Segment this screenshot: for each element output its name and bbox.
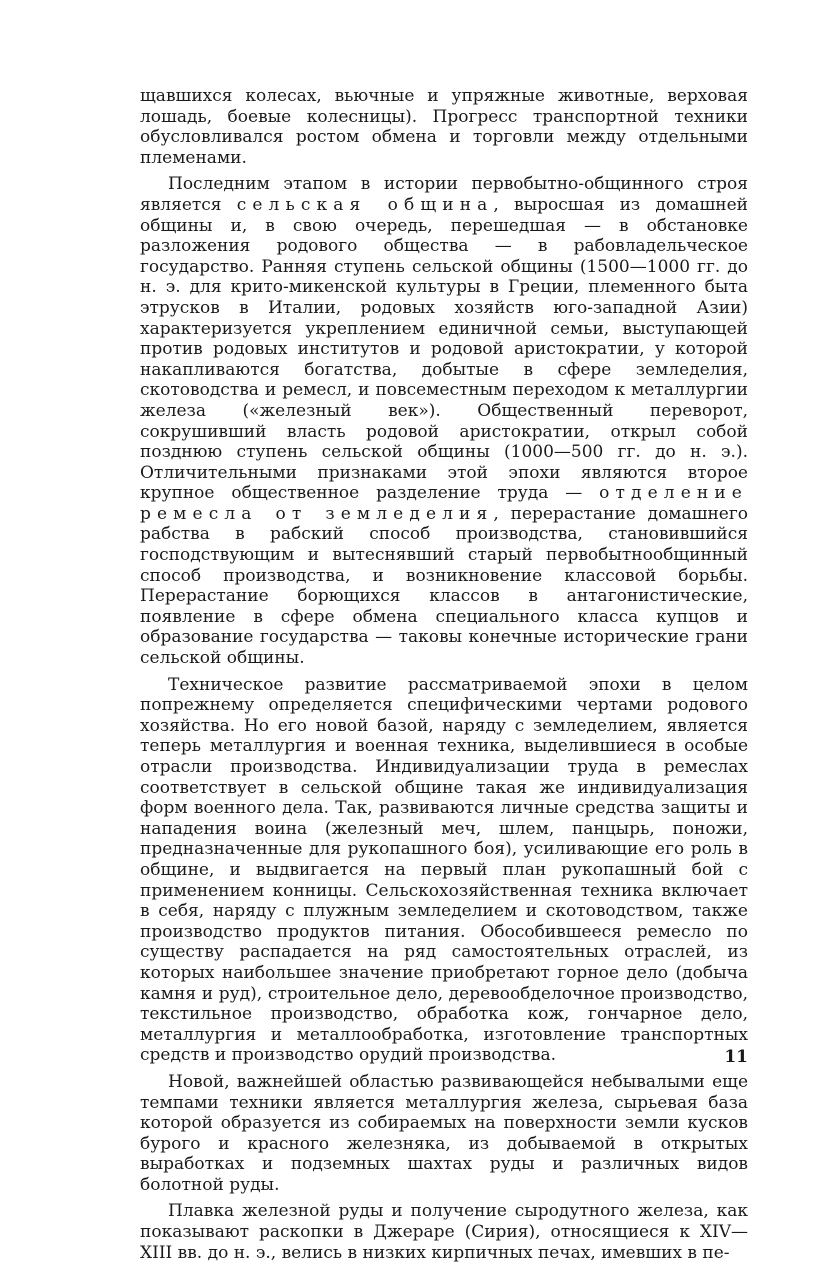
paragraph-text: , перерастание домашнего рабства в рабский способ производства, становившийся господствующим и вытеснявший старый первобытнообщинный способ производства, и возникновение классовой борьбы. Перерастание борющихся классов в антагонистические, появление в сфере обмена специального класса купцов и образование государства — таковы конечные исторические грани сельской общины.: [140, 503, 749, 669]
page-body: [140, 86, 748, 1269]
paragraph-text: Техническое развитие рассматриваемой эпохи в целом попрежнему определяется специфическими чертами родового хозяйства. Но его новой базой, наряду с земледелием, является теперь металлургия и военная техника, выделившиеся в особые отрасли производства. Индивидуализации труда в ремеслах соответствует в сельской общине такая же индивидуализация форм военного дела. Так, развиваются личные средства защиты и нападения воина (железный меч, шлем, панцырь, поножи, предназначенные для рукопашного боя), усиливающие его роль в общине, и выдвигается на первый план рукопашный бой с применением конницы. Сельскохозяйственная техника включает в себя, наряду с плужным земледелием и скотоводством, также производство продуктов питания. Обособившееся ремесло по существу распадается на ряд самостоятельных отраслей, из которых наибольшее значение приобретают горное дело (добыча камня и руд), строительное дело, деревообделочное производство, текстильное производство, обработка кож, гончарное дело, металлургия и металлообработка, изготовление транспортных средств и производство орудий производства.: [140, 674, 748, 1066]
emphasized-term: отделение ремесла от земледелия: [140, 483, 748, 524]
paragraph-text: Плавка железной руды и получение сыродутного железа, как показывают раскопки в Джераре (Сирия), относящиеся к XIV—XIII вв. до н. э., велись в низких кирпичных печах, имевших в пе-: [140, 1201, 748, 1263]
emphasized-term: сельская община: [236, 194, 494, 215]
page-number: 11: [724, 1047, 748, 1067]
paragraph-text: Последним этапом в истории первобытно-общинного строя является: [140, 174, 748, 215]
paragraph: [140, 1201, 748, 1263]
document-text: [140, 86, 748, 1263]
paragraph: [140, 675, 748, 1066]
paragraph: [140, 174, 748, 668]
paragraph: [140, 86, 748, 168]
paragraph-text: Новой, важнейшей областью развивающейся небывалыми еще темпами техники является металлургия железа, сырьевая база которой образуется из собираемых на поверхности земли кусков бурого и красного железняка, из добываемой в открытых выработках и подземных шахтах руды и различных видов болотной руды.: [140, 1071, 748, 1195]
paragraph-text: щавшихся колесах, вьючные и упряжные животные, верховая лошадь, боевые колесницы). Прогресс транспортной техники обусловливался ростом обмена и торговли между отдельными племенами.: [140, 86, 748, 168]
paragraph: [140, 1072, 748, 1196]
paragraph-text: , выросшая из домашней общины и, в свою очередь, перешедшая — в обстановке разложения родового общества — в рабовладельческое государство. Ранняя ступень сельской общины (1500—1000 гг. до н. э. для крито-микенской культуры в Греции, племенного быта этрусков в Италии, родовых хозяйств юго-западной Азии) характеризуется укреплением единичной семьи, выступающей против родовых институтов и родовой аристократии, у которой накапливаются богатства, добытые в сфере земледелия, скотоводства и ремесл, и повсеместным переходом к металлургии железа («железный век»). Общественный переворот, сокрушивший власть родовой аристократии, открыл собой позднюю ступень сельской общины (1000—500 гг. до н. э.). Отличительными признаками этой эпохи являются второе крупное общественное разделение труда —: [140, 194, 748, 504]
